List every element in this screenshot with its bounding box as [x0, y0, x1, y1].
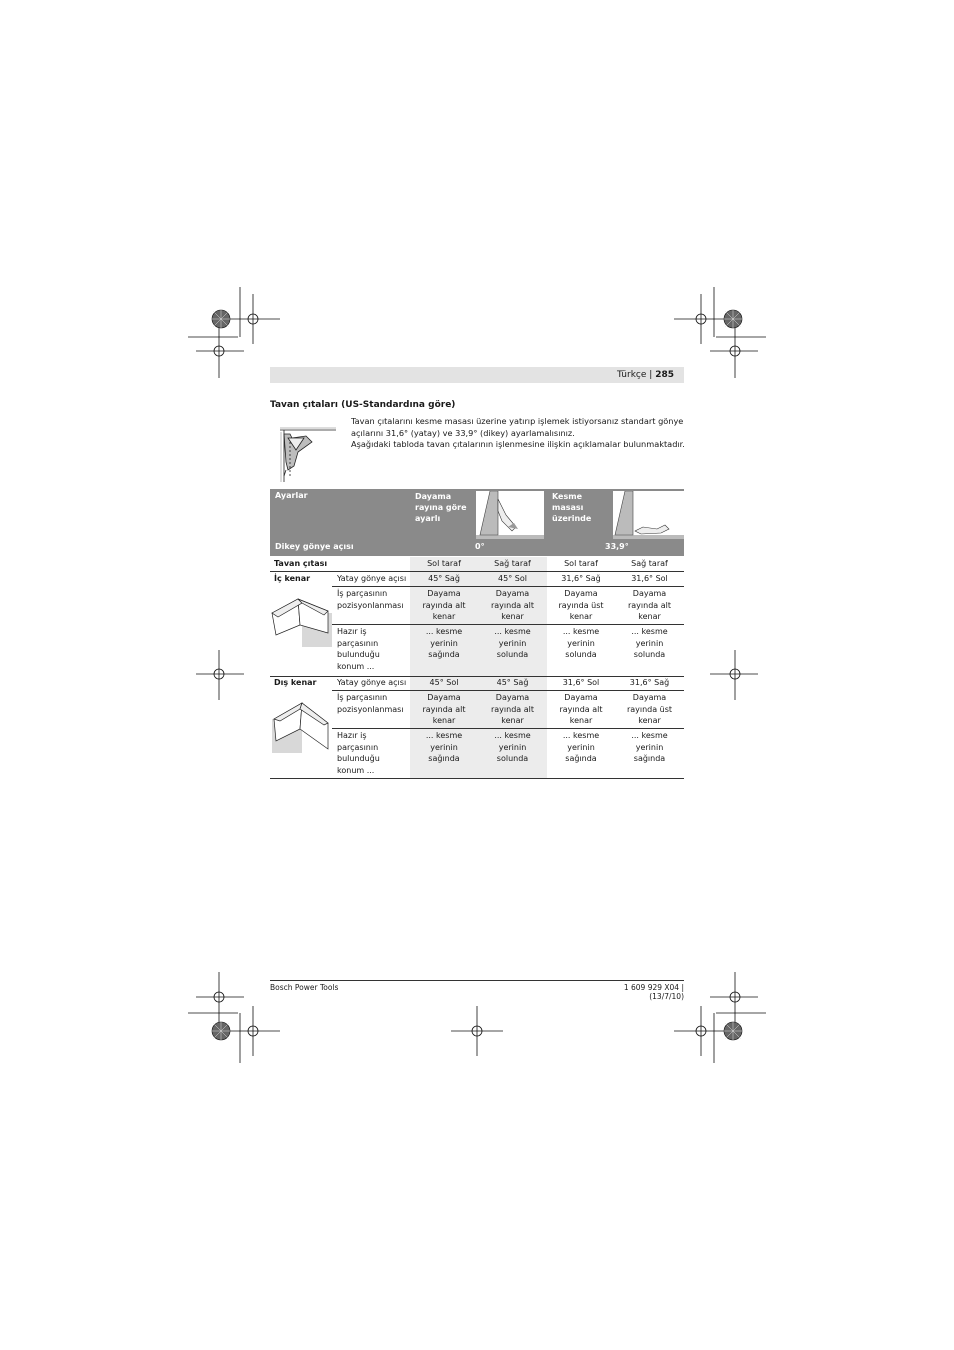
inner-row-2-label: İş parçasının pozisyonlanması — [337, 589, 404, 610]
inner-row-1-cell-1: 45° Sağ — [428, 574, 460, 583]
header-vertical-angle: Dikey gönye açısı — [275, 542, 354, 551]
inner-row-2-cell-4: Dayama rayında alt kenar — [627, 589, 671, 621]
outer-row-2-cell-1: Dayama rayında alt kenar — [422, 693, 466, 725]
subheader-col-3: Sol taraf — [564, 559, 598, 568]
intro-text — [351, 416, 685, 451]
outer-row-3-label: Hazır iş parçasının bulunduğu konum ... — [337, 731, 380, 775]
outer-row-3-cell-1: ... kesme yerinin sağında — [425, 731, 463, 763]
outer-row-3-cell-3: ... kesme yerinin sağında — [562, 731, 600, 763]
inner-corner-illustration — [270, 585, 332, 649]
outer-row-2-cell-3: Dayama rayında alt kenar — [559, 693, 603, 725]
inner-row-3-label: Hazır iş parçasının bulunduğu konum ... — [337, 627, 380, 671]
intro-paragraph-2: Aşağıdaki tabloda tavan çıtalarının işlenmesine ilişkin açıklamalar bulunmaktadır. — [351, 439, 685, 449]
inner-row-1-cell-2: 45° Sol — [498, 574, 527, 583]
footer-rule — [270, 980, 684, 981]
outer-row-1-label: Yatay gönye açısı — [337, 678, 407, 687]
section-title: Tavan çıtaları (US-Standardına göre) — [270, 400, 456, 410]
inner-row-1-cell-4: 31,6° Sol — [631, 574, 668, 583]
footer-doc-number: 1 609 929 X04 | (13/7/10) — [623, 983, 684, 1001]
outer-row-3-cell-4: ... kesme yerinin sağında — [631, 731, 668, 763]
subheader-label: Tavan çıtası — [274, 559, 328, 568]
outer-row-3-cell-2: ... kesme yerinin solunda — [494, 731, 531, 763]
subheader-col-1: Sol taraf — [427, 559, 461, 568]
inner-row-3-cell-4: ... kesme yerinin solunda — [631, 627, 668, 659]
inner-row-1-label: Yatay gönye açısı — [337, 574, 407, 583]
header-angle-table: 33,9° — [605, 542, 629, 551]
group-name-outer: Dış kenar — [274, 678, 317, 687]
inner-row-2-cell-1: Dayama rayında alt kenar — [422, 589, 466, 621]
page-header — [270, 367, 684, 383]
subheader-col-4: Sağ taraf — [631, 559, 668, 568]
inner-row-2-cell-3: Dayama rayında üst kenar — [558, 589, 604, 621]
header-separator: | — [649, 370, 653, 380]
outer-corner-illustration — [270, 689, 332, 755]
header-on-table: Kesme masası üzerinde — [552, 492, 592, 523]
table-header — [270, 489, 684, 556]
table-position-illustration — [613, 491, 684, 539]
outer-row-2-label: İş parçasının pozisyonlanması — [337, 693, 404, 714]
header-language: Türkçe — [617, 370, 647, 380]
page-number: 285 — [655, 370, 674, 380]
inner-row-3-cell-2: ... kesme yerinin solunda — [494, 627, 531, 659]
outer-row-2-cell-2: Dayama rayında alt kenar — [490, 693, 534, 725]
subheader-col-2: Sağ taraf — [494, 559, 531, 568]
inner-row-3-cell-3: ... kesme yerinin solunda — [562, 627, 600, 659]
outer-row-1-cell-4: 31,6° Sağ — [629, 678, 670, 687]
footer-brand: Bosch Power Tools — [270, 983, 339, 992]
intro-paragraph-1: Tavan çıtalarını kesme masası üzerine yatırıp işlemek istiyorsanız standart gönye açılarını 31,6° (yatay) ve 33,9° (dikey) ayarlamalısınız. — [351, 416, 684, 438]
outer-row-1-cell-2: 45° Sağ — [496, 678, 529, 687]
outer-row-2-cell-4: Dayama rayında üst kenar — [626, 693, 673, 725]
header-angle-fence: 0° — [475, 542, 485, 551]
inner-row-1-cell-3: 31,6° Sağ — [561, 574, 601, 583]
header-settings: Ayarlar — [275, 491, 308, 500]
crown-molding-illustration — [276, 426, 338, 484]
header-against-fence: Dayama rayına göre ayarlı — [415, 492, 467, 523]
outer-row-1-cell-1: 45° Sol — [429, 678, 459, 687]
outer-row-1-cell-3: 31,6° Sol — [562, 678, 600, 687]
group-name-inner: İç kenar — [274, 574, 311, 583]
inner-row-3-cell-1: ... kesme yerinin sağında — [425, 627, 463, 659]
inner-row-2-cell-2: Dayama rayında alt kenar — [490, 589, 534, 621]
fence-position-illustration — [476, 491, 544, 539]
